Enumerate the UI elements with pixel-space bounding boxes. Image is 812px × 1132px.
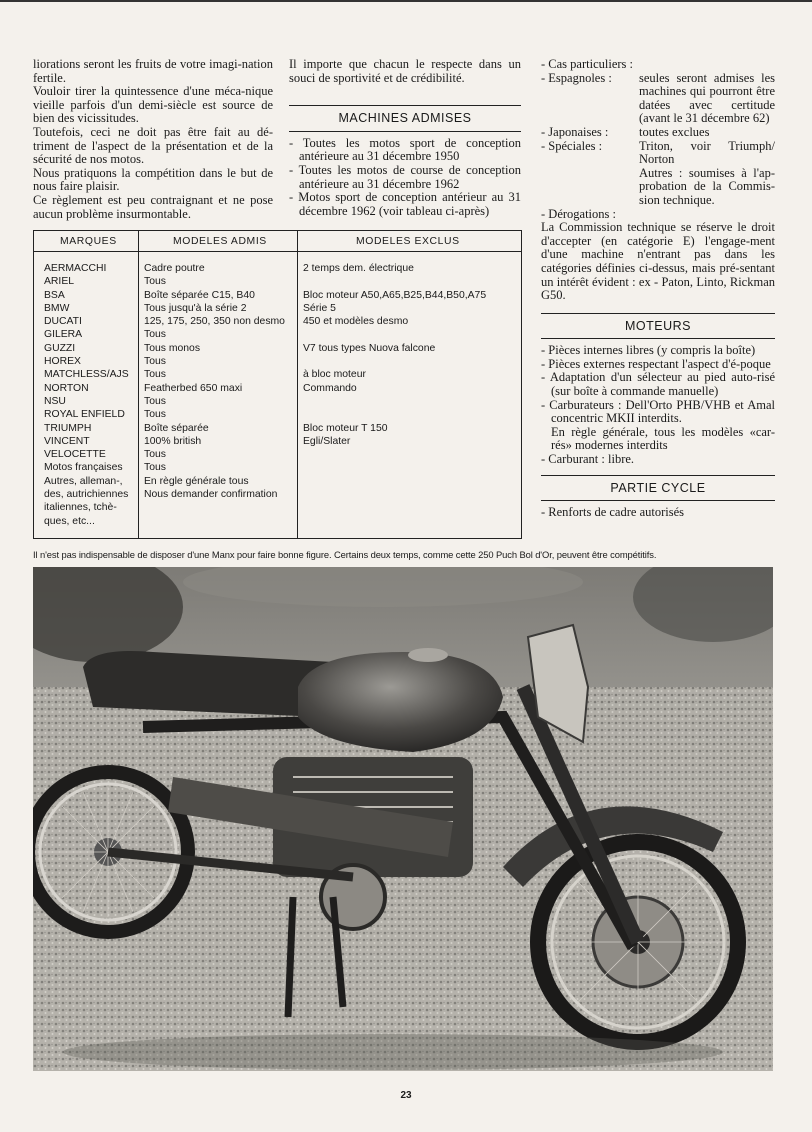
table-cell-admis: Cadre poutre <box>144 263 205 274</box>
table-cell-admis: Tous jusqu'à la série 2 <box>144 302 247 314</box>
table-cell-exclus <box>303 408 519 421</box>
table-cell-exclus <box>303 275 519 288</box>
table-cell-marque: AERMACCHI <box>44 263 107 274</box>
table-cell-exclus: 450 et modèles desmo <box>303 316 409 328</box>
table-cell-marque: NORTON <box>44 382 89 394</box>
table-cell-marque: NSU <box>44 395 66 407</box>
models-table <box>33 230 522 539</box>
table-cell-exclus <box>303 395 519 408</box>
table-cell-marque: VINCENT <box>44 435 90 447</box>
table-cell-admis: Tous <box>144 409 166 421</box>
japonaises-text: toutes exclues <box>639 124 710 139</box>
table-cell-exclus <box>303 475 519 488</box>
cas-particuliers-heading: - Cas particuliers : <box>541 57 633 71</box>
table-cell-exclus: Egli/Slater <box>303 435 351 447</box>
intro-paragraph: Il importe que chacun le respecte dans un souci de sportivité et de crédibilité. <box>289 57 521 85</box>
table-cell-marque: ARIEL <box>44 276 75 288</box>
table-cell-exclus <box>303 501 519 514</box>
column-divider <box>297 231 298 538</box>
list-item: - Toutes les motos sport de conception antérieure au 31 décembre 1950 <box>289 135 521 164</box>
column-right <box>541 58 775 520</box>
paragraph: Vouloir tirer la quintessence d'une méca-nique vieille parfois d'un demi-siècle est source de bien des vicissitudes. <box>33 84 273 126</box>
table-cell-exclus: Bloc moteur T 150 <box>303 422 388 434</box>
espagnoles-text: seules seront admises les machines qui pourront être datées avec certitude (avant le 31 décembre 62) <box>639 70 775 126</box>
table-cell-exclus: Série 5 <box>303 302 336 314</box>
table-cell-marque: GILERA <box>44 329 83 341</box>
table-cell-admis: Tous <box>144 329 166 341</box>
table-cell-marque: HOREX <box>44 356 81 368</box>
japonaises-row <box>541 126 775 140</box>
list-item: - Motos sport de conception antérieur au 31 décembre 1962 (voir tableau ci-après) <box>289 190 521 218</box>
table-cell-admis: Boîte séparée C15, B40 <box>144 289 255 301</box>
derogations-text: La Commission technique se réserve le droit d'accepter (en catégorie E) l'engage-ment d'une machine n'entrant pas dans les catégories définies ci-dessus, mais pré-sentant un intérêt évident : ex - Paton, Linto, Rickman G50. <box>541 220 775 303</box>
table-cell-admis: Tous monos <box>144 342 201 354</box>
autres-text: Autres : soumises à l'ap-probation de la Commis-sion technique. <box>639 165 775 207</box>
moteurs-note: En règle générale, tous les modèles «car-rés» modernes interdits <box>551 424 775 453</box>
table-header-marques: MARQUES <box>60 236 117 247</box>
table-cell-exclus <box>303 515 519 528</box>
page-number: 23 <box>400 1090 412 1101</box>
table-cell-marque: des, autrichiennes <box>44 489 129 501</box>
column-left <box>33 58 273 221</box>
table-cell-exclus: à bloc moteur <box>303 369 366 381</box>
autres-row <box>541 167 775 208</box>
table-header-admis: MODELES ADMIS <box>173 236 267 247</box>
photo-caption: Il n'est pas indispensable de disposer d'une Manx pour faire bonne figure. Certains deux temps, comme cette 250 Puch Bol d'Or, peuvent être compétitifs. <box>33 549 657 560</box>
column-marques <box>44 262 140 528</box>
table-cell-marque: ques, etc... <box>44 515 95 527</box>
speciales-text: Triton, voir Triumph/ Norton <box>639 138 775 167</box>
list-item: - Carburateurs : Dell'Orto PHB/VHB et Amal concentric MKII interdits. <box>541 397 775 426</box>
column-middle <box>289 58 521 218</box>
table-cell-exclus: 2 temps dem. électrique <box>303 263 414 274</box>
paragraph: Nous pratiquons la compétition dans le but de nous faire plaisir. <box>33 165 273 194</box>
list-item: - Carburant : libre. <box>541 452 635 467</box>
section-title-moteurs: MOTEURS <box>625 318 691 333</box>
table-cell-admis: Featherbed 650 maxi <box>144 382 243 394</box>
section-title-partie-cycle: PARTIE CYCLE <box>610 480 706 495</box>
table-cell-admis: 125, 175, 250, 350 non desmo <box>144 316 285 328</box>
table-cell-marque: italiennes, tchè- <box>44 502 117 514</box>
motorcycle-photo <box>33 567 773 1071</box>
table-cell-admis: Tous <box>144 356 166 368</box>
table-cell-marque: GUZZI <box>44 342 76 354</box>
top-rule <box>0 0 812 2</box>
table-cell-admis: Tous <box>144 462 166 474</box>
table-cell-marque: Motos françaises <box>44 462 123 474</box>
table-cell-admis: Tous <box>144 449 166 461</box>
table-cell-marque: DUCATI <box>44 316 82 328</box>
section-title-machines-admises: MACHINES ADMISES <box>338 111 472 126</box>
table-cell-exclus <box>303 461 519 474</box>
derogations-heading: - Dérogations : <box>541 206 616 221</box>
column-exclus <box>303 262 519 528</box>
table-cell-exclus <box>303 355 519 368</box>
table-cell-exclus: V7 tous types Nuova falcone <box>303 342 436 354</box>
table-cell-marque: VELOCETTE <box>44 449 106 461</box>
table-header-rule <box>34 251 521 252</box>
list-item: - Adaptation d'un sélecteur au pied auto-risé (sur boîte à commande manuelle) <box>541 370 775 399</box>
table-cell-exclus <box>303 328 519 341</box>
table-cell-exclus: Bloc moteur A50,A65,B25,B44,B50,A75 <box>303 289 487 301</box>
table-cell-marque: ROYAL ENFIELD <box>44 409 125 421</box>
table-cell-admis: Tous <box>144 395 166 407</box>
japonaises-label: - Japonaises : <box>541 124 609 139</box>
list-item: - Pièces externes respectant l'aspect d'é-poque <box>541 356 771 371</box>
espagnoles-row <box>541 72 775 126</box>
table-cell-exclus <box>303 448 519 461</box>
table-cell-marque: TRIUMPH <box>44 422 92 434</box>
table-cell-marque: BMW <box>44 302 70 314</box>
column-admis <box>144 262 296 528</box>
table-cell-admis: 100% british <box>144 435 202 447</box>
table-cell-admis: Nous demander confirmation <box>144 489 278 501</box>
table-cell-admis: Boîte séparée <box>144 422 209 434</box>
paragraph: Ce règlement est peu contraignant et ne pose aucun problème insurmontable. <box>33 192 273 221</box>
table-cell-exclus <box>303 488 519 501</box>
table-cell-admis <box>144 515 296 528</box>
speciales-row <box>541 140 775 167</box>
list-item: - Renforts de cadre autorisés <box>541 505 684 520</box>
table-cell-marque: MATCHLESS/AJS <box>44 369 129 381</box>
list-item: - Pièces internes libres (y compris la boîte) <box>541 343 756 358</box>
list-item: - Toutes les motos de course de conception antérieure au 31 décembre 1962 <box>289 162 521 191</box>
table-cell-admis <box>144 501 296 514</box>
table-header-exclus: MODELES EXCLUS <box>356 236 460 247</box>
table-cell-marque: Autres, alleman-, <box>44 475 123 487</box>
table-cell-marque: BSA <box>44 289 65 301</box>
espagnoles-label: - Espagnoles : <box>541 70 612 85</box>
table-cell-admis: Tous <box>144 276 166 288</box>
table-cell-exclus: Commando <box>303 382 357 394</box>
table-cell-admis: Tous <box>144 369 166 381</box>
paragraph: liorations seront les fruits de votre imagi-nation fertile. <box>33 57 273 85</box>
paragraph: Toutefois, ceci ne doit pas être fait au dé-triment de l'aspect de la présentation et de la sécurité de nos motos. <box>33 124 273 167</box>
speciales-label: - Spéciales : <box>541 138 603 153</box>
table-cell-admis: En règle générale tous <box>144 475 249 487</box>
